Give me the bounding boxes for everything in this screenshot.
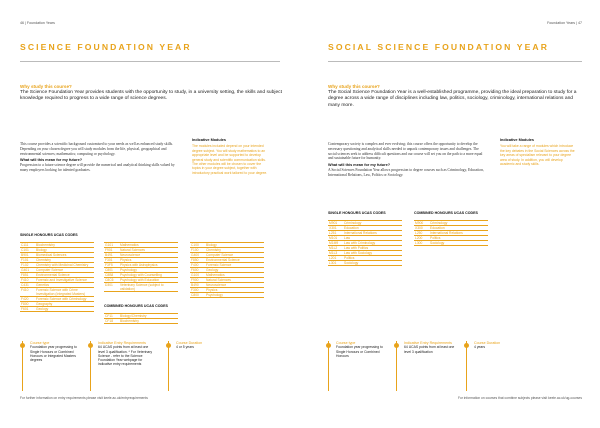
footer-note: For information on courses that combine subjects please visit keele.ac.uk/ug-courses xyxy=(457,396,582,400)
divider xyxy=(328,61,582,62)
course-name: Physics xyxy=(206,288,218,292)
entry-requirements-icon xyxy=(394,343,399,348)
course-name: Biochemistry xyxy=(120,319,139,323)
course-name: Neuroscience xyxy=(206,283,227,287)
entry-requirements-icon xyxy=(88,343,93,348)
page-title: SCIENCE FOUNDATION YEAR xyxy=(20,42,192,52)
ucas-code: F901 xyxy=(105,248,113,252)
course-name: Psychology xyxy=(206,293,223,297)
ucas-code: C800 xyxy=(191,293,199,297)
body-paragraph: This course provides a scientific background customised to your needs as well as enhanced study skills. Depending on your chosen degree you will study modules from the life, physical, geographical and environmental sciences; mathematics; computing or psychology. xyxy=(20,142,173,156)
box-text: 4 or 5 years xyxy=(176,345,194,350)
ucas-code-row xyxy=(414,241,488,246)
codes-table xyxy=(20,242,94,312)
ucas-code: B491 xyxy=(105,253,113,257)
codes-table xyxy=(190,242,264,298)
ucas-code: M1L2 xyxy=(329,246,338,250)
course-name: International Relations xyxy=(344,231,377,235)
combined-honours-heading: COMBINED HONOURS UCAS CODES xyxy=(104,304,168,308)
codes-table xyxy=(104,242,178,292)
why-heading: Why study this course? xyxy=(328,84,380,89)
ucas-code: L301 xyxy=(329,261,337,265)
box-title: Course type xyxy=(336,341,356,345)
future-heading: What will this mean for my future? xyxy=(328,163,391,168)
course-duration-icon xyxy=(464,343,469,348)
footer-note: For further information on entry requirements please visit keele.ac.uk/entryrequirements xyxy=(20,396,148,400)
course-name: Forensic and Investigative Science xyxy=(36,278,87,282)
course-duration-icon xyxy=(166,343,171,348)
course-name: Biology xyxy=(206,243,217,247)
ucas-code: M1L3 xyxy=(329,251,338,255)
entry-requirements-box xyxy=(396,341,457,391)
ucas-code-row xyxy=(20,307,94,312)
course-type-icon xyxy=(20,343,25,348)
ucas-code-row xyxy=(190,293,264,298)
page-title: SOCIAL SCIENCE FOUNDATION YEAR xyxy=(328,42,550,52)
ucas-code: L250 xyxy=(415,231,423,235)
codes-table xyxy=(104,313,178,324)
divider xyxy=(20,61,280,62)
course-name: Environmental Science xyxy=(36,273,70,277)
course-name: Criminology xyxy=(344,221,362,225)
ucas-code: F800 xyxy=(21,302,29,306)
ucas-code: CF18 xyxy=(105,319,114,323)
indicative-modules-text: The modules included depend on your intended degree subject. You will study mathematics to an appropriate level and be supported to develop general study and scientific communication skills. The other modules will be chosen to cover the topics in your degree subject, together with introductory practical work tailored to your degree. xyxy=(192,144,268,175)
course-name: Forensic Science with Criminology xyxy=(36,297,87,301)
course-name: Computer Science xyxy=(36,268,64,272)
ucas-code-row xyxy=(104,283,178,292)
box-title: Indicative Entry Requirements xyxy=(404,341,452,345)
ucas-code: D301 xyxy=(105,283,113,287)
course-name: Law with Politics xyxy=(344,246,369,250)
course-name: Psychology xyxy=(120,268,137,272)
ucas-code: G101 xyxy=(105,243,114,247)
why-heading: Why study this course? xyxy=(20,84,72,89)
indicative-modules-text: You will take a range of modules which introduce the key debates in the Social Sciences across the key areas of specialism relevant to your degree area of study. In addition, you will develop academic and study skills. xyxy=(500,144,575,167)
course-name: Sociology xyxy=(344,261,359,265)
course-name: Genetics xyxy=(36,283,50,287)
course-duration-box xyxy=(466,341,521,391)
ucas-code-row xyxy=(104,319,178,324)
course-name: Neuroscience xyxy=(120,253,141,257)
course-name: Politics xyxy=(344,256,355,260)
ucas-code: F410 xyxy=(21,278,29,282)
course-name: Forensic Science with Crime Investigation (Integrated Masters) xyxy=(36,288,86,296)
course-name: Biochemistry xyxy=(36,243,55,247)
course-name: Geology xyxy=(36,307,49,311)
indicative-modules-heading: Indicative Modules xyxy=(192,138,226,142)
indicative-modules xyxy=(500,138,576,166)
ucas-code: B901 xyxy=(21,253,29,257)
box-text: Foundation year progressing to Single Honours or Combined Honours xyxy=(336,345,383,358)
ucas-code: F101 xyxy=(21,258,29,262)
course-name: Forensic Science xyxy=(206,263,232,267)
course-name: Psychology with Education xyxy=(120,278,160,282)
ucas-code: B490 xyxy=(191,283,199,287)
body-paragraph: Progression to a future science degree will provide the numerical and analytical thinking skills valued by many employers looking for talented graduates. xyxy=(20,163,175,172)
course-name: Law xyxy=(344,236,351,240)
course-name: Mathematics xyxy=(120,243,139,247)
box-text: 4 years xyxy=(474,345,486,350)
ucas-code: L251 xyxy=(329,231,337,235)
ucas-code-row xyxy=(20,288,94,297)
ucas-code: G400 xyxy=(191,253,200,257)
ucas-code: C101 xyxy=(21,248,29,252)
ucas-code-row xyxy=(328,261,402,266)
course-name: Chemistry xyxy=(36,258,51,262)
course-duration-box xyxy=(168,341,223,391)
right-page xyxy=(300,0,600,428)
course-name: Education xyxy=(344,226,359,230)
intro-text: The Science Foundation Year provides students with the opportunity to study, in a university setting, the skills and subject knowledge required to progress to a wide range of science degrees. xyxy=(20,90,282,102)
body-paragraph: A Social Sciences Foundation Year allows progression to degree courses such as Criminology, Education, International Relations, Law, Politics or Sociology. xyxy=(328,167,484,177)
box-title: Course Duration xyxy=(176,341,203,345)
box-title: Indicative Entry Requirements xyxy=(98,341,146,345)
course-name: Biology/Chemistry xyxy=(120,314,147,318)
course-name: Politics xyxy=(430,236,441,240)
ucas-code: M1M9 xyxy=(329,241,339,245)
ucas-code: C111 xyxy=(21,243,29,247)
ucas-code: F900 xyxy=(191,278,199,282)
ucas-code: F851 xyxy=(21,273,29,277)
ucas-code: X300 xyxy=(415,226,423,230)
course-name: International Relations xyxy=(430,231,463,235)
course-name: Environmental Science xyxy=(206,258,240,262)
body-text xyxy=(20,142,178,173)
ucas-code: C8B8 xyxy=(105,273,114,277)
course-name: Veterinary Science (subject to validation) xyxy=(120,283,164,291)
course-name: Law with Criminology xyxy=(344,241,376,245)
box-title: Course type xyxy=(30,341,50,345)
course-name: Criminology xyxy=(430,221,448,225)
course-type-box xyxy=(328,341,383,391)
course-name: Psychology with Counselling xyxy=(120,273,162,277)
course-name: Chemistry xyxy=(206,248,221,252)
ucas-code: X301 xyxy=(329,226,337,230)
ucas-code: G401 xyxy=(21,268,30,272)
single-honours-heading: SINGLE HONOURS UCAS CODES xyxy=(20,233,78,237)
page-header: 46 | Foundation Years xyxy=(20,21,55,25)
course-name: Biomedical Sciences xyxy=(36,253,67,257)
course-name: Sociology xyxy=(430,241,445,245)
ucas-code: C100 xyxy=(191,243,199,247)
ucas-code: F420 xyxy=(21,297,29,301)
ucas-code: F3F5 xyxy=(105,263,113,267)
ucas-code: L200 xyxy=(415,236,423,240)
box-text: 64 UCAS points from at least one level 3 qualification xyxy=(404,345,455,354)
ucas-code: CF11 xyxy=(105,314,113,318)
ucas-code: C801 xyxy=(105,268,113,272)
ucas-code: F410 xyxy=(21,288,29,292)
course-name: Biology xyxy=(36,248,47,252)
ucas-code: M101 xyxy=(329,236,338,240)
course-type-icon xyxy=(326,343,331,348)
ucas-code: F600 xyxy=(191,268,199,272)
course-name: Geology xyxy=(206,268,219,272)
course-name: Physics with Astrophysics xyxy=(120,263,158,267)
course-name: Natural Sciences xyxy=(120,248,145,252)
body-paragraph: Contemporary society is complex and ever evolving; this course offers the opportunity to develop the necessary questioning and analytical skills needed to unpack contemporary issues and challenges. The social sciences seek to address difficult questions and our course will set you on the path to a more equal and sustainable future for humanity. xyxy=(328,142,483,161)
ucas-code: C431 xyxy=(21,283,29,287)
course-name: Law with Sociology xyxy=(344,251,373,255)
course-name: Chemistry with Medicinal Chemistry xyxy=(36,263,89,267)
ucas-code: L201 xyxy=(329,256,337,260)
course-name: Computer Science xyxy=(206,253,234,257)
indicative-modules-heading: Indicative Modules xyxy=(500,138,534,142)
ucas-code: F301 xyxy=(105,258,113,262)
codes-table xyxy=(328,220,402,266)
course-name: Mathematics xyxy=(206,273,225,277)
codes-table xyxy=(414,220,488,246)
ucas-code: M901 xyxy=(329,221,338,225)
ucas-code: F300 xyxy=(191,288,199,292)
ucas-code: F100 xyxy=(191,248,199,252)
body-text xyxy=(328,142,488,178)
course-name: Natural Sciences xyxy=(206,278,231,282)
entry-requirements-box xyxy=(90,341,155,391)
ucas-code: F400 xyxy=(191,263,199,267)
box-text: 64 UCAS points from at least one level 3 qualification. * For Veterinary Science - refer to the Science Foundation Year webpage for indicative entry requirements xyxy=(98,345,153,367)
course-name: Education xyxy=(430,226,445,230)
course-type-box xyxy=(22,341,77,391)
ucas-code: C8C6 xyxy=(105,278,114,282)
course-name: Physics xyxy=(120,258,132,262)
ucas-code: F102 xyxy=(21,263,29,267)
ucas-code: F601 xyxy=(21,307,29,311)
ucas-code: G100 xyxy=(191,273,200,277)
indicative-modules xyxy=(192,138,270,175)
single-honours-heading: SINGLE HONOURS UCAS CODES xyxy=(328,211,386,215)
ucas-code: M900 xyxy=(415,221,424,225)
combined-honours-heading: COMBINED HONOURS UCAS CODES xyxy=(414,211,478,215)
box-title: Course Duration xyxy=(474,341,501,345)
future-heading: What will this mean for my future? xyxy=(20,158,83,163)
ucas-code: L300 xyxy=(415,241,423,245)
ucas-code: F850 xyxy=(191,258,199,262)
intro-text: The Social Science Foundation Year is a well-established programme, providing the ideal preparation to study for a degree across a wide range of disciplines including law, politics, sociology, criminology, international relations and many more. xyxy=(328,90,577,108)
course-name: Geography xyxy=(36,302,53,306)
box-text: Foundation year progressing to Single Honours or Combined Honours or Integrated Masters degrees xyxy=(30,345,77,363)
page-header: Foundation Years | 47 xyxy=(547,21,582,25)
